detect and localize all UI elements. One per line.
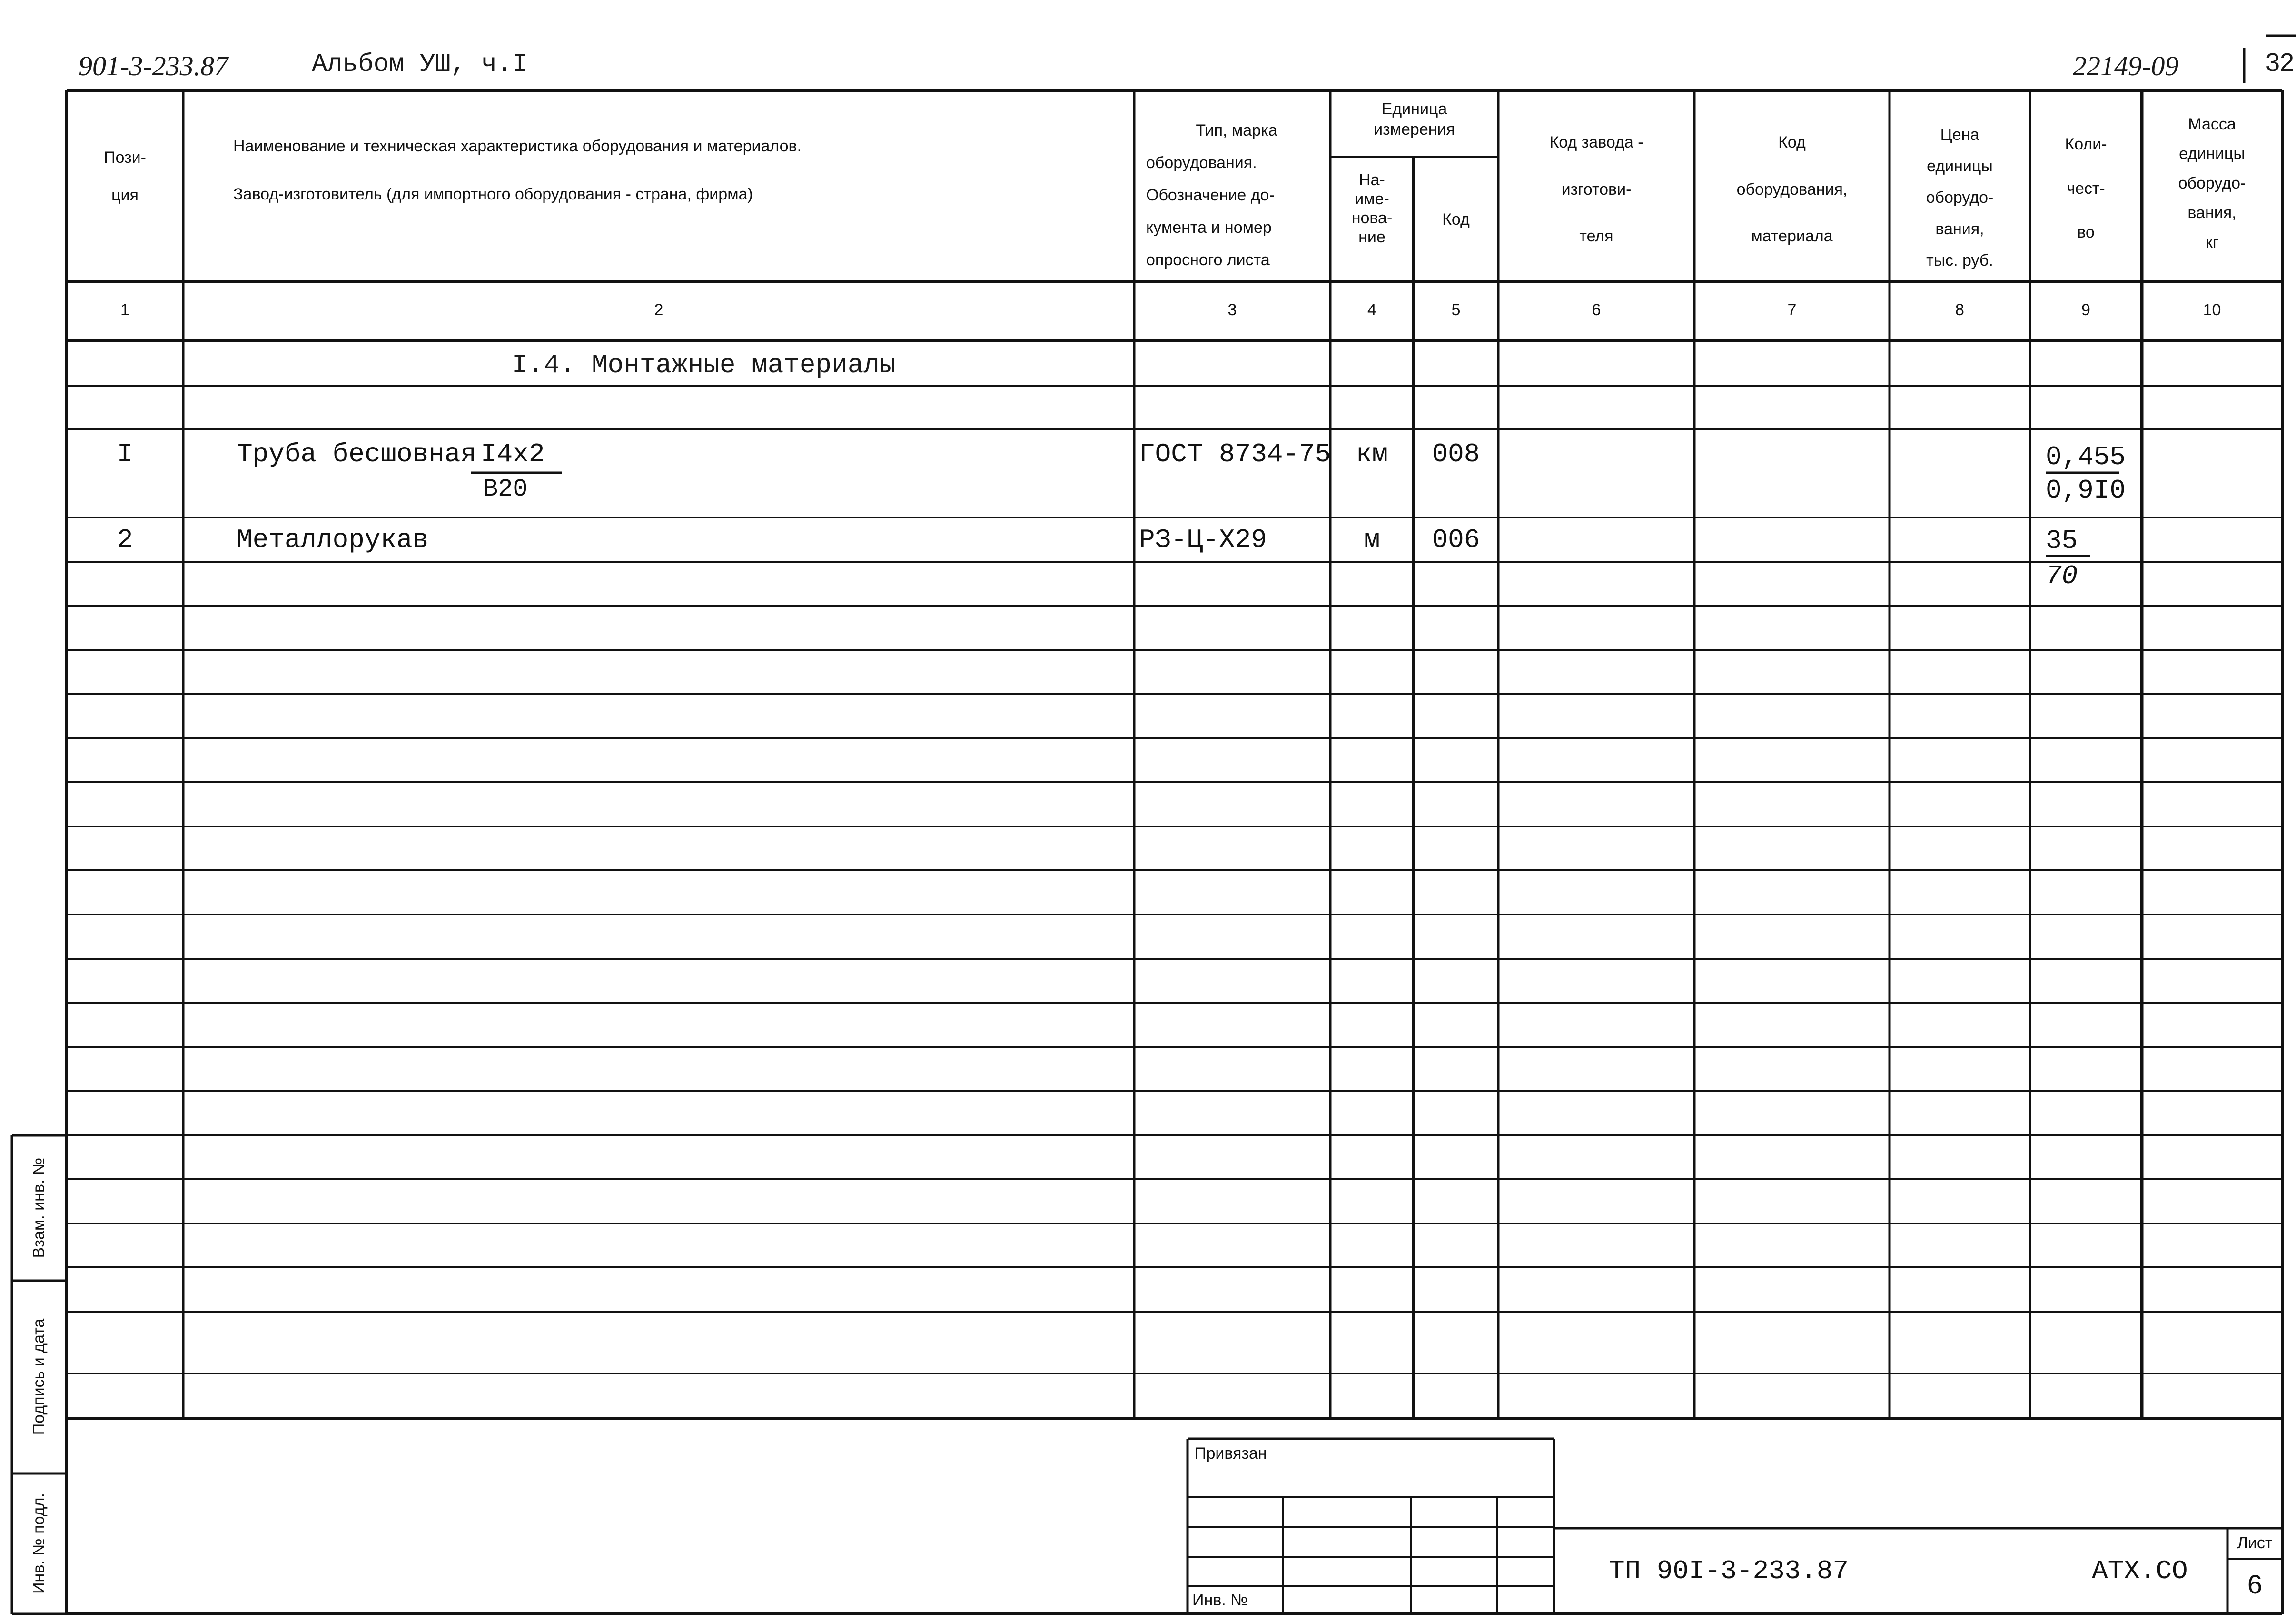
row2-position: 2: [117, 525, 133, 555]
stamp-privyazan: Привязан: [1195, 1444, 1267, 1463]
col-number-8: 8: [1955, 301, 1964, 319]
top-right-number: 22149-09: [2073, 50, 2179, 81]
section-title: I.4. Монтажные материалы: [512, 350, 896, 380]
col-number-10: 10: [2203, 301, 2221, 319]
row2-name: Металлорукав: [237, 525, 429, 555]
header-mass: Масса единицы оборудо- вания, кг: [2178, 115, 2246, 251]
header-quantity: Коли- чест- во: [2065, 135, 2107, 241]
row1-name-fraction-top: I4x2: [481, 439, 545, 469]
stamp-inv: Инв. №: [1192, 1591, 1248, 1609]
header-price: Цена единицы оборудо- вания, тыс. руб.: [1926, 126, 1994, 269]
row1-quantity-top: 0,455: [2046, 442, 2126, 472]
row1-name-fraction-bottom: B20: [483, 475, 528, 503]
top-left-number: 901-3-233.87: [79, 50, 228, 81]
col-number-3: 3: [1227, 301, 1237, 319]
row2-quantity-bottom: 70: [2046, 561, 2078, 591]
row1-quantity-bottom: 0,9I0: [2046, 475, 2126, 506]
col-number-4: 4: [1367, 301, 1376, 319]
row1-unit: км: [1356, 439, 1388, 469]
header-unit-code: Код: [1442, 210, 1470, 229]
header-name: Наименование и техническая характеристика оборудования и материалов. Завод-изготовитель (для импортного оборудования - страна, фирма): [233, 137, 802, 203]
sheet-number: 6: [2247, 1569, 2263, 1599]
header-material-code: Код оборудования, материала: [1736, 133, 1848, 245]
side-label-vzam: Взам. инв. №: [30, 1157, 48, 1258]
page-corner-number: 32: [2266, 48, 2295, 77]
side-label-podpis: Подпись и дата: [30, 1318, 48, 1435]
row1-position: I: [117, 439, 133, 469]
row2-code: 006: [1432, 525, 1480, 555]
header-position: Пози- ция: [104, 149, 146, 204]
header-unit-name: На- име- нова- ние: [1351, 171, 1393, 246]
row2-type: РЗ-Ц-Х29: [1139, 525, 1267, 555]
col-number-9: 9: [2081, 301, 2090, 319]
row1-name: Труба бесшовная: [237, 439, 477, 469]
col-number-7: 7: [1787, 301, 1797, 319]
header-type: Тип, марка оборудования. Обозначение до- кумента и номер опросного листа: [1146, 121, 1277, 269]
row2-quantity-top: 35: [2046, 526, 2078, 556]
header-factory-code: Код завода - изготови- теля: [1549, 133, 1643, 245]
document-number: ТП 90I-3-233.87: [1609, 1556, 1849, 1586]
header-unit-group: Единица измерения: [1374, 100, 1455, 139]
row1-code: 008: [1432, 439, 1480, 469]
col-number-2: 2: [654, 301, 663, 319]
side-label-inv-podl: Инв. № подл.: [30, 1493, 48, 1594]
row2-unit: м: [1364, 525, 1380, 555]
col-number-5: 5: [1451, 301, 1461, 319]
sheet-label: Лист: [2237, 1534, 2273, 1552]
col-number-1: 1: [120, 301, 129, 319]
row1-type: ГОСТ 8734-75: [1139, 439, 1331, 469]
col-number-6: 6: [1592, 301, 1601, 319]
album-title: Альбом УШ, ч.I: [312, 50, 528, 79]
document-code: АТХ.СО: [2092, 1556, 2188, 1586]
